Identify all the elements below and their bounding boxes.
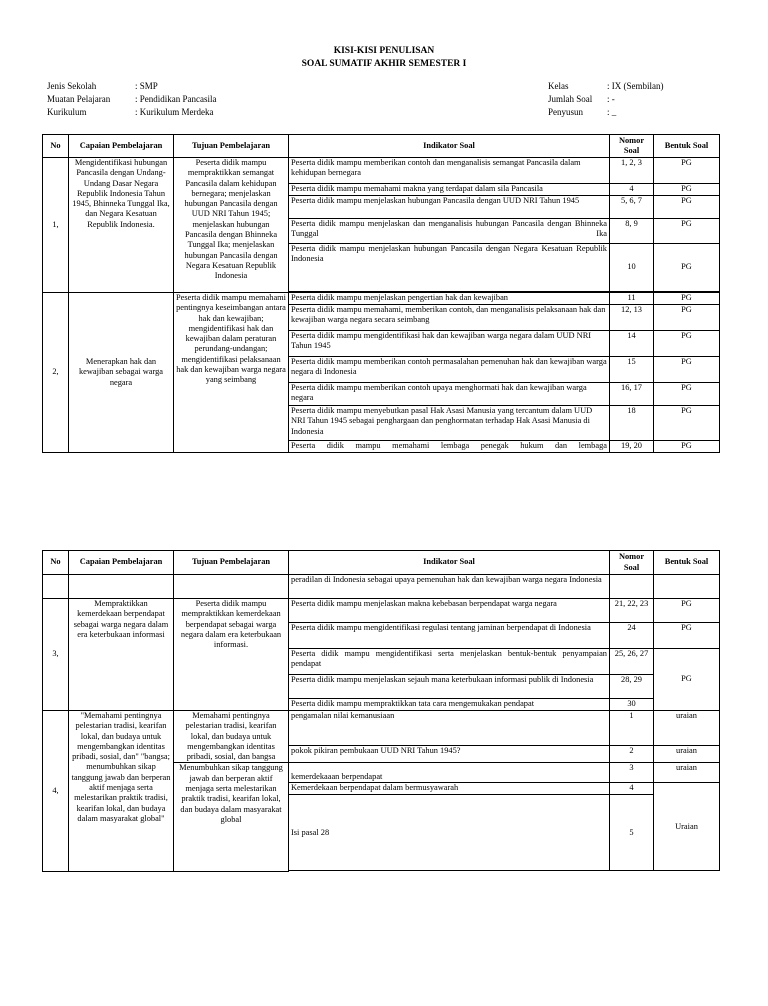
- row-number: 4,: [43, 711, 69, 872]
- indikator-text: Peserta didik mampu mengidentifikasi regulasi tentang jaminan berpendapat di Indonesia: [289, 623, 610, 649]
- info-value: : IX (Sembilan): [607, 81, 664, 91]
- indikator-text: Peserta didik mampu menjelaskan hubungan Pancasila dengan Negara Kesatuan Republik Indonesia: [289, 244, 610, 292]
- bentuk-soal: uraian: [654, 763, 720, 783]
- header-indikator: Indikator Soal: [289, 551, 610, 575]
- info-value: : -: [607, 94, 615, 104]
- bentuk-soal: PG: [654, 649, 720, 711]
- nomor-soal: 21, 22, 23: [610, 599, 654, 623]
- nomor-soal: 4: [610, 184, 654, 196]
- empty-cell: [654, 575, 720, 599]
- nomor-soal: 28, 29: [610, 675, 654, 699]
- nomor-soal: 8, 9: [610, 219, 654, 244]
- bentuk-soal: PG: [654, 357, 720, 383]
- tujuan-text: Peserta didik mampu mempraktikkan semangat Pancasila dalam kehidupan bernegara; menjelaskan hubungan Pancasila dengan UUD NRI Tahun 1945; menjelaskan hubungan Pancasila dengan Bhinneka Tunggal Ika; menjelaskan hubungan Pancasila dengan Negara Kesatuan Republik Indonesia: [174, 158, 289, 293]
- capaian-text: "Memahami pentingnya pelestarian tradisi, kearifan lokal, dan budaya untuk mengembangkan identitas pribadi, sosial, dan" "bangsa; menumbuhkan sikap tanggung jawab dan berperan aktif menjaga serta melestarikan praktik tradisi, kearifan lokal, dan budaya dalam masyarakat global": [69, 711, 174, 872]
- indikator-text: peradilan di Indonesia sebagai upaya pemenuhan hak dan kewajiban warga negara Indonesia: [289, 575, 610, 599]
- tujuan-text: Menumbuhkan sikap tanggung jawab dan berperan aktif menjaga serta melestarikan praktik tradisi, kearifan lokal, dan budaya dalam masyarakat global: [174, 763, 289, 872]
- indikator-text: pengamalan nilai kemanusiaan: [289, 711, 610, 746]
- empty-cell: [69, 575, 174, 599]
- bentuk-soal: PG: [654, 158, 720, 184]
- capaian-text: Mengidentifikasi hubungan Pancasila dengan Undang-Undang Dasar Negara Republik Indonesia Tahun 1945, Bhinneka Tunggal Ika, dan Negara Kesatuan Republik Indonesia.: [69, 158, 174, 293]
- nomor-soal: 18: [610, 406, 654, 441]
- empty-cell: [43, 575, 69, 599]
- empty-cell: [174, 575, 289, 599]
- indikator-text: Peserta didik mampu menjelaskan pengertian hak dan kewajiban: [289, 293, 610, 305]
- header-tujuan: Tujuan Pembelajaran: [174, 135, 289, 158]
- header-bentuk-soal: Bentuk Soal: [654, 135, 720, 158]
- indikator-text: Isi pasal 28: [289, 795, 610, 871]
- tujuan-text: Memahami pentingnya pelestarian tradisi, kearifan lokal, dan budaya untuk mengembangkan identitas pribadi, sosial, dan bangsa: [174, 711, 289, 763]
- nomor-soal: 1: [610, 711, 654, 746]
- indikator-text: Peserta didik mampu menyebutkan pasal Hak Asasi Manusia yang tercantum dalam UUD NRI Tahun 1945 sebagai penghargaan dan penghormatan terhadap Hak Asasi Manusia di Indonesia: [289, 406, 610, 441]
- nomor-soal: 1, 2, 3: [610, 158, 654, 184]
- row-number: 3,: [43, 599, 69, 711]
- bentuk-soal: PG: [654, 406, 720, 441]
- kisi-kisi-table-2: [42, 550, 720, 872]
- nomor-soal: 5: [610, 795, 654, 871]
- bentuk-soal: PG: [654, 184, 720, 196]
- indikator-text: kemerdekaaan berpendapat: [289, 763, 610, 783]
- bentuk-soal: PG: [654, 219, 720, 244]
- row-number: 1,: [43, 158, 69, 293]
- bentuk-soal: PG: [654, 244, 720, 292]
- row-number: 2,: [43, 293, 69, 453]
- info-label: Kurikulum: [47, 107, 87, 117]
- header-nomor-soal: Nomor Soal: [610, 135, 654, 158]
- info-label: Jenis Sekolah: [47, 81, 97, 91]
- indikator-text: Peserta didik mampu memberikan contoh permasalahan pemenuhan hak dan kewajiban warga negara di Indonesia: [289, 357, 610, 383]
- capaian-text: Mempraktikkan kemerdekaan berpendapat sebagai warga negara dalam era keterbukaan informasi: [69, 599, 174, 711]
- kisi-kisi-table-1: [42, 134, 720, 453]
- indikator-text: Peserta didik mampu memahami, memberikan contoh, dan menganalisis pelaksanaan hak dan kewajiban warga negara secara seimbang: [289, 305, 610, 331]
- info-value: : _: [607, 107, 617, 117]
- tujuan-text: Peserta didik mampu mempraktikkan kemerdekaan berpendapat sebagai warga negara dalam era keterbukaan informasi.: [174, 599, 289, 711]
- indikator-text: Peserta didik mampu mengidentifikasi hak dan kewajiban warga negara dalam UUD NRI Tahun 1945: [289, 331, 610, 357]
- header-no: No: [43, 135, 69, 158]
- document-title: KISI-KISI PENULISAN: [333, 46, 435, 56]
- bentuk-soal: PG: [654, 441, 720, 453]
- indikator-text: Peserta didik mampu menjelaskan hubungan Pancasila dengan UUD NRI Tahun 1945: [289, 196, 610, 219]
- indikator-text: Peserta didik mampu menjelaskan makna kebebasan berpendapat warga negara: [289, 599, 610, 623]
- bentuk-soal: PG: [654, 305, 720, 331]
- bentuk-soal: PG: [654, 293, 720, 305]
- nomor-soal: 30: [610, 699, 654, 711]
- bentuk-soal: Uraian: [654, 783, 720, 871]
- bentuk-soal: uraian: [654, 746, 720, 763]
- tujuan-text: Peserta didik mampu memahami pentingnya keseimbangan antara hak dan kewajiban; mengidentifikasi hak dan kewajiban dalam peraturan perundang-undangan; mengidentifikasi pelaksanaan hak dan kewajiban warga negara yang seimbang: [174, 293, 289, 453]
- header-indikator: Indikator Soal: [289, 135, 610, 158]
- info-value: : SMP: [135, 81, 158, 91]
- indikator-text: pokok pikiran pembukaan UUD NRI Tahun 1945?: [289, 746, 610, 763]
- nomor-soal: 14: [610, 331, 654, 357]
- indikator-text: Peserta didik mampu memahami makna yang terdapat dalam sila Pancasila: [289, 184, 610, 196]
- bentuk-soal: uraian: [654, 711, 720, 746]
- header-tujuan: Tujuan Pembelajaran: [174, 551, 289, 575]
- nomor-soal: 5, 6, 7: [610, 196, 654, 219]
- bentuk-soal: PG: [654, 599, 720, 623]
- nomor-soal: 10: [610, 244, 654, 292]
- nomor-soal: 11: [610, 293, 654, 305]
- header-bentuk-soal: Bentuk Soal: [654, 551, 720, 575]
- nomor-soal: 16, 17: [610, 383, 654, 406]
- info-label: Muatan Pelajaran: [47, 94, 111, 104]
- header-no: No: [43, 551, 69, 575]
- nomor-soal: 3: [610, 763, 654, 783]
- indikator-text: Peserta didik mampu memberikan contoh dan menganalisis semangat Pancasila dalam kehidupan bernegara: [289, 158, 610, 184]
- bentuk-soal: PG: [654, 623, 720, 649]
- header-capaian: Capaian Pembelajaran: [69, 135, 174, 158]
- info-value: : Kurikulum Merdeka: [135, 107, 214, 117]
- info-value: : Pendidikan Pancasila: [135, 94, 217, 104]
- nomor-soal: 15: [610, 357, 654, 383]
- nomor-soal: 4: [610, 783, 654, 795]
- info-label: Jumlah Soal: [548, 94, 593, 104]
- header-nomor-soal: Nomor Soal: [610, 551, 654, 575]
- info-right: [548, 80, 664, 119]
- info-left: [47, 80, 216, 119]
- indikator-text: Peserta didik mampu menjelaskan sejauh mana keterbukaan informasi publik di Indonesia: [289, 675, 610, 699]
- indikator-text: Peserta didik mampu memahami lembaga penegak hukum dan lembaga: [289, 441, 610, 453]
- capaian-text: Menerapkan hak dan kewajiban sebagai warga negara: [69, 293, 174, 453]
- indikator-text: Peserta didik mampu menjelaskan dan menganalisis hubungan Pancasila dengan Bhinneka Tunggal Ika: [289, 219, 610, 244]
- indikator-text: Peserta didik mampu mempraktikkan tata cara mengemukakan pendapat: [289, 699, 610, 711]
- nomor-soal: 12, 13: [610, 305, 654, 331]
- info-label: Kelas: [548, 81, 569, 91]
- document-subtitle: SOAL SUMATIF AKHIR SEMESTER I: [301, 59, 467, 69]
- bentuk-soal: PG: [654, 383, 720, 406]
- empty-cell: [610, 575, 654, 599]
- header-capaian: Capaian Pembelajaran: [69, 551, 174, 575]
- bentuk-soal: PG: [654, 331, 720, 357]
- nomor-soal: 2: [610, 746, 654, 763]
- nomor-soal: 19, 20: [610, 441, 654, 453]
- nomor-soal: 25, 26, 27: [610, 649, 654, 675]
- indikator-text: Peserta didik mampu mengidentifikasi serta menjelaskan bentuk-bentuk penyampaian pendapat: [289, 649, 610, 675]
- indikator-text: Kemerdekaan berpendapat dalam bermusyawarah: [289, 783, 610, 795]
- info-label: Penyusun: [548, 107, 584, 117]
- nomor-soal: 24: [610, 623, 654, 649]
- bentuk-soal: PG: [654, 196, 720, 219]
- indikator-text: Peserta didik mampu memberikan contoh upaya menghormati hak dan kewajiban warga negara: [289, 383, 610, 406]
